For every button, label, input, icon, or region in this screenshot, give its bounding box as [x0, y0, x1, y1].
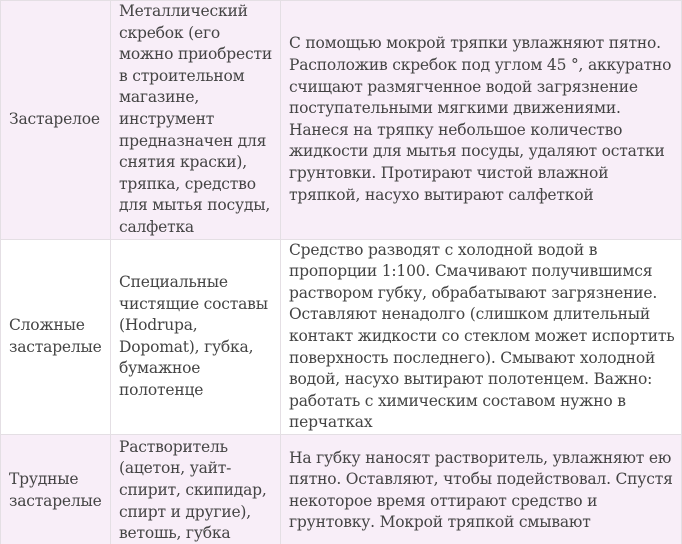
stain-type-text: Трудные застарелые — [9, 470, 102, 510]
tools-cell — [111, 434, 281, 544]
tools-cell — [111, 1, 281, 240]
table-row — [1, 239, 682, 434]
stain-type-text: Сложные застарелые — [9, 316, 102, 356]
method-text: Средство разводят с холодной водой в пропорции 1:100. Смачивают получившимся раствором губку, обрабатывают загрязнение. Оставляют ненадолго (слишком длительный контакт жидкости со стеклом может испортить поверхность последнего). Смывают холодной водой, насухо вытирают полотенцем. Важно: работать с химическим составом нужно в перчатках — [289, 240, 675, 432]
stain-type-cell — [1, 434, 111, 544]
tools-text: Специальные чистящие составы (Hodrupa, Dopomat), губка, бумажное полотенце — [119, 272, 268, 399]
method-text: С помощью мокрой тряпки увлажняют пятно. Расположив скребок под углом 45 °, аккуратно счищают размягченное водой загрязнение поступательными мягкими движениями. Нанеся на тряпку небольшое количество жидкости для мытья посуды, удаляют остатки грунтовки. Протирают чистой влажной тряпкой, насухо вытирают салфеткой — [289, 34, 672, 204]
tools-text: Металлический скребок (его можно приобрести в строительном магазине, инструмент предназначен для снятия краски), тряпка, средство для мытья посуды, салфетка — [119, 2, 272, 236]
stain-type-text: Застарелое — [9, 109, 100, 128]
method-text: На губку наносят растворитель, увлажняют ею пятно. Оставляют, чтобы подействовал. Спустя некоторое время оттирают средство и грунтовку. Мокрой тряпкой смывают — [289, 448, 673, 532]
table-row — [1, 1, 682, 240]
method-cell — [281, 434, 682, 544]
tools-cell — [111, 239, 281, 434]
tools-text: Растворитель (ацетон, уайт-спирит, скипидар, спирт и другие), ветошь, губка — [119, 437, 267, 543]
stain-type-cell — [1, 1, 111, 240]
method-cell — [281, 239, 682, 434]
stain-type-cell — [1, 239, 111, 434]
table-row — [1, 434, 682, 544]
method-cell — [281, 1, 682, 240]
